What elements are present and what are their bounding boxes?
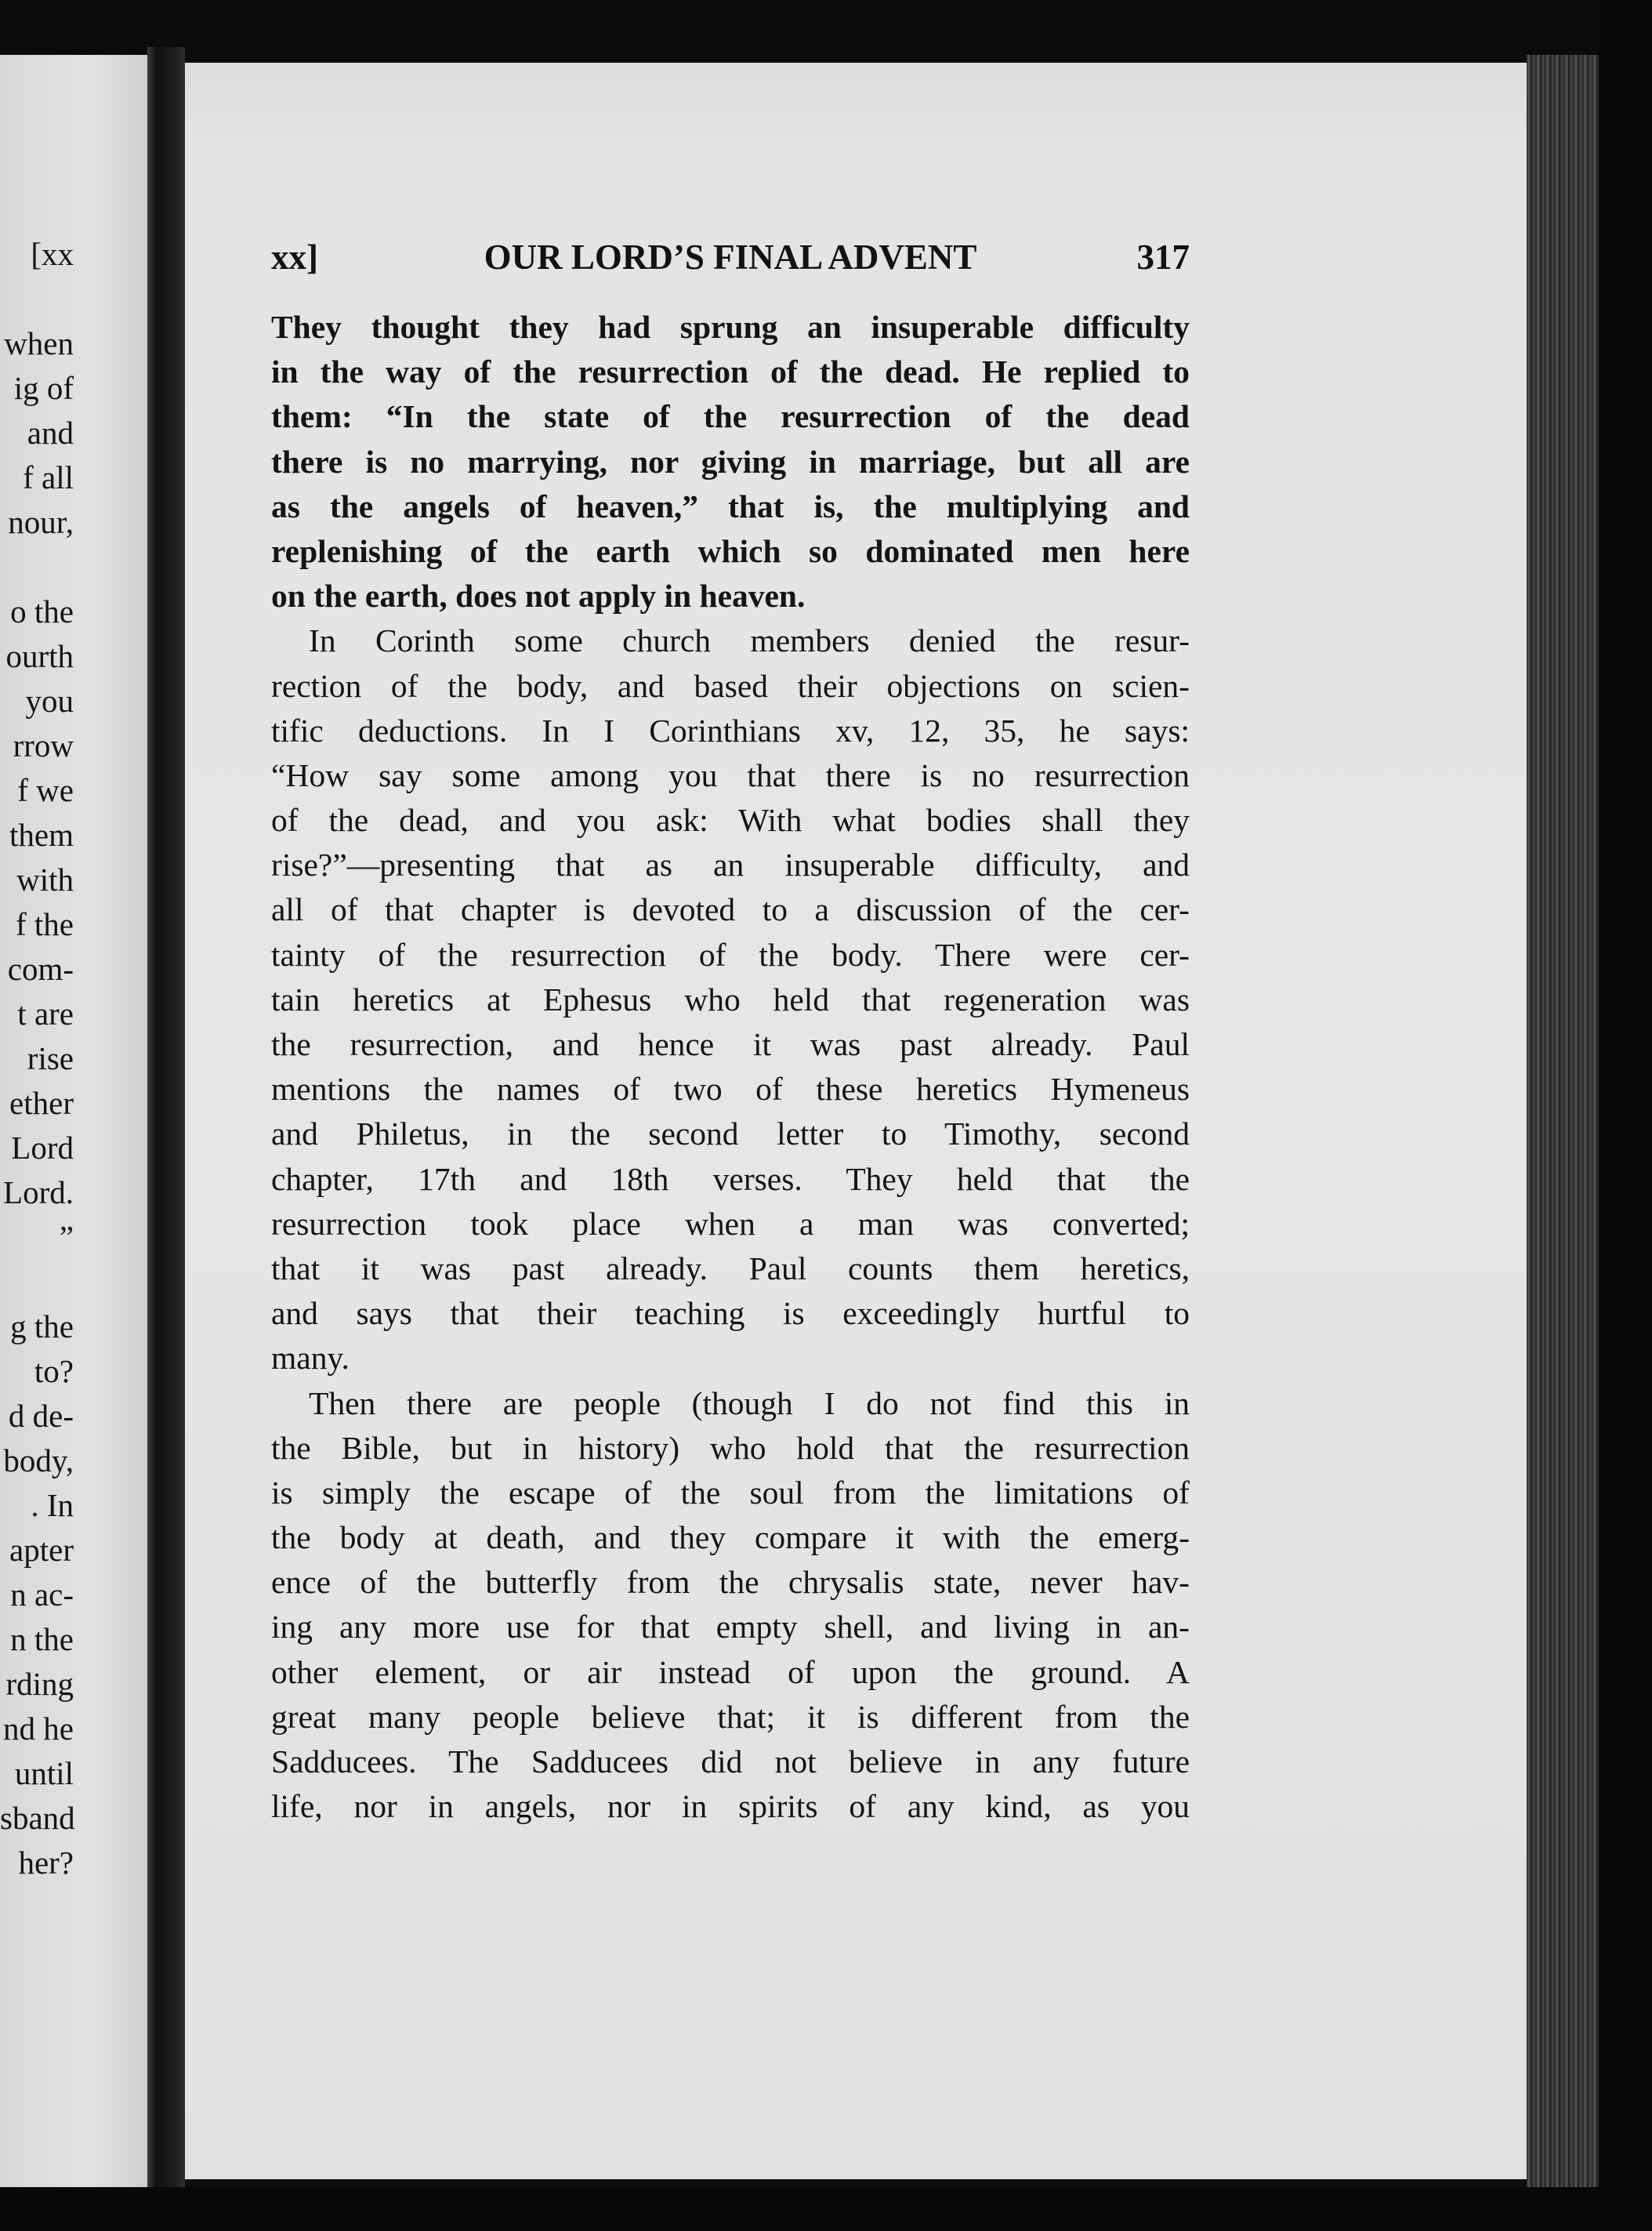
left-fragment-line: f the xyxy=(16,906,74,942)
text-line: “How say some among you that there is no resurrection xyxy=(271,756,1190,793)
left-fragment-line: f all xyxy=(23,459,74,495)
text-line: chapter, 17th and 18th verses. They held that the xyxy=(271,1160,1190,1197)
chapter-marker: xx] xyxy=(271,238,318,277)
left-fragment-line xyxy=(0,277,74,321)
left-fragment-line: and xyxy=(27,415,74,451)
text-line: the body at death, and they compare it with the emerg- xyxy=(271,1519,1190,1556)
left-fragment-line: when xyxy=(4,325,74,361)
left-fragment-line: com- xyxy=(7,951,74,987)
text-line: that it was past already. Paul counts them heretics, xyxy=(271,1250,1190,1286)
text-line: resurrection took place when a man was converted; xyxy=(271,1205,1190,1242)
paragraph-3 xyxy=(271,1381,1190,1830)
left-fragment-line xyxy=(0,545,74,589)
page-number: 317 xyxy=(1136,238,1190,277)
text-line: many. xyxy=(271,1340,350,1377)
text-line: Then there are people (though I do not find this in xyxy=(309,1384,1190,1421)
left-fragment-line: d de- xyxy=(8,1398,74,1434)
text-line: mentions the names of two of these heretics Hymeneus xyxy=(271,1071,1190,1108)
text-line: is simply the escape of the soul from the limitations of xyxy=(271,1474,1190,1511)
left-fragment-line xyxy=(0,1260,74,1304)
scan-border-top xyxy=(0,0,1652,55)
left-fragment-line: g the xyxy=(10,1308,74,1344)
text-line: the Bible, but in history) who hold that the resurrection xyxy=(271,1429,1190,1466)
text-line: tain heretics at Ephesus who held that regeneration was xyxy=(271,981,1190,1018)
left-fragment-line: rise xyxy=(27,1040,74,1076)
left-fragment-line: ourth xyxy=(5,638,74,674)
text-line: the resurrection, and hence it was past already. Paul xyxy=(271,1026,1190,1062)
left-fragment-line: until xyxy=(14,1755,74,1791)
text-line: them: “In the state of the resurrection of the dead xyxy=(271,398,1190,435)
scan-border-right xyxy=(1599,0,1652,2231)
left-fragment-line: ether xyxy=(9,1085,74,1121)
left-fragment-line: rding xyxy=(5,1666,74,1702)
text-line: tainty of the resurrection of the body. There were cer- xyxy=(271,936,1190,973)
left-fragment-line: ” xyxy=(59,1219,74,1255)
text-line: ence of the butterfly from the chrysalis state, never hav- xyxy=(271,1564,1190,1601)
text-line: and Philetus, in the second letter to Timothy, second xyxy=(271,1116,1190,1152)
left-fragment-line: sband xyxy=(0,1800,75,1836)
text-line: other element, or air instead of upon the ground. A xyxy=(271,1653,1190,1690)
scan-border-bottom xyxy=(0,2187,1652,2231)
left-fragment-line: Lord xyxy=(11,1130,74,1166)
left-fragment-line: n ac- xyxy=(10,1576,74,1612)
left-fragment-line: them xyxy=(9,817,74,853)
text-line: rise?”—presenting that as an insuperable difficulty, and xyxy=(271,847,1190,883)
left-fragment-line: f we xyxy=(17,772,74,808)
text-line: great many people believe that; it is different from the xyxy=(271,1698,1190,1735)
left-fragment-line: body, xyxy=(3,1442,74,1478)
text-line: They thought they had sprung an insuperable difficulty xyxy=(271,309,1190,345)
left-fragment-line: [xx xyxy=(31,236,74,272)
left-fragment-line: her? xyxy=(18,1845,74,1881)
text-line: In Corinth some church members denied the resur- xyxy=(309,622,1190,659)
paragraph-1 xyxy=(271,305,1190,619)
left-fragment-line: rrow xyxy=(13,727,74,764)
text-line: of the dead, and you ask: With what bodies shall they xyxy=(271,802,1190,839)
text-line: tific deductions. In I Corinthians xv, 12, 35, he says: xyxy=(271,712,1190,749)
text-line: Sadducees. The Sadducees did not believe in any future xyxy=(271,1743,1190,1779)
left-fragment-line: ig of xyxy=(13,370,74,406)
left-fragment-line: t are xyxy=(17,996,74,1032)
left-fragment-line: . In xyxy=(31,1487,74,1523)
left-fragment-line: n the xyxy=(10,1621,74,1657)
text-line: there is no marrying, nor giving in marriage, but all are xyxy=(271,443,1190,480)
left-fragment-line: apter xyxy=(9,1532,74,1568)
left-fragment-line: o the xyxy=(10,593,74,629)
text-line: life, nor in angels, nor in spirits of any kind, as you xyxy=(271,1788,1190,1825)
text-line: as the angels of heaven,” that is, the multiplying and xyxy=(271,488,1190,524)
book-gutter xyxy=(147,47,185,2195)
left-fragment-line: to? xyxy=(34,1353,74,1389)
paragraph-2 xyxy=(271,619,1190,1380)
running-header xyxy=(271,232,1190,287)
text-line: rection of the body, and based their objections on scien- xyxy=(271,667,1190,704)
left-fragment-line: nd he xyxy=(3,1710,74,1747)
page-edges xyxy=(1527,55,1599,2195)
text-line: on the earth, does not apply in heaven. xyxy=(271,578,806,615)
left-fragment-line: nour, xyxy=(8,504,74,540)
left-fragment-line: with xyxy=(16,862,74,898)
text-line: and says that their teaching is exceedingly hurtful to xyxy=(271,1295,1190,1332)
left-fragment-line: you xyxy=(25,683,74,719)
text-line: all of that chapter is devoted to a discussion of the cer- xyxy=(271,891,1190,928)
left-fragment-line: Lord. xyxy=(3,1174,74,1210)
left-page-fragments xyxy=(0,232,74,1885)
text-line: ing any more use for that empty shell, and living in an- xyxy=(271,1609,1190,1645)
text-line: in the way of the resurrection of the dead. He replied to xyxy=(271,354,1190,390)
body-text xyxy=(271,305,1190,1829)
text-line: replenishing of the earth which so dominated men here xyxy=(271,532,1190,569)
running-title: OUR LORD’S FINAL ADVENT xyxy=(484,238,977,277)
